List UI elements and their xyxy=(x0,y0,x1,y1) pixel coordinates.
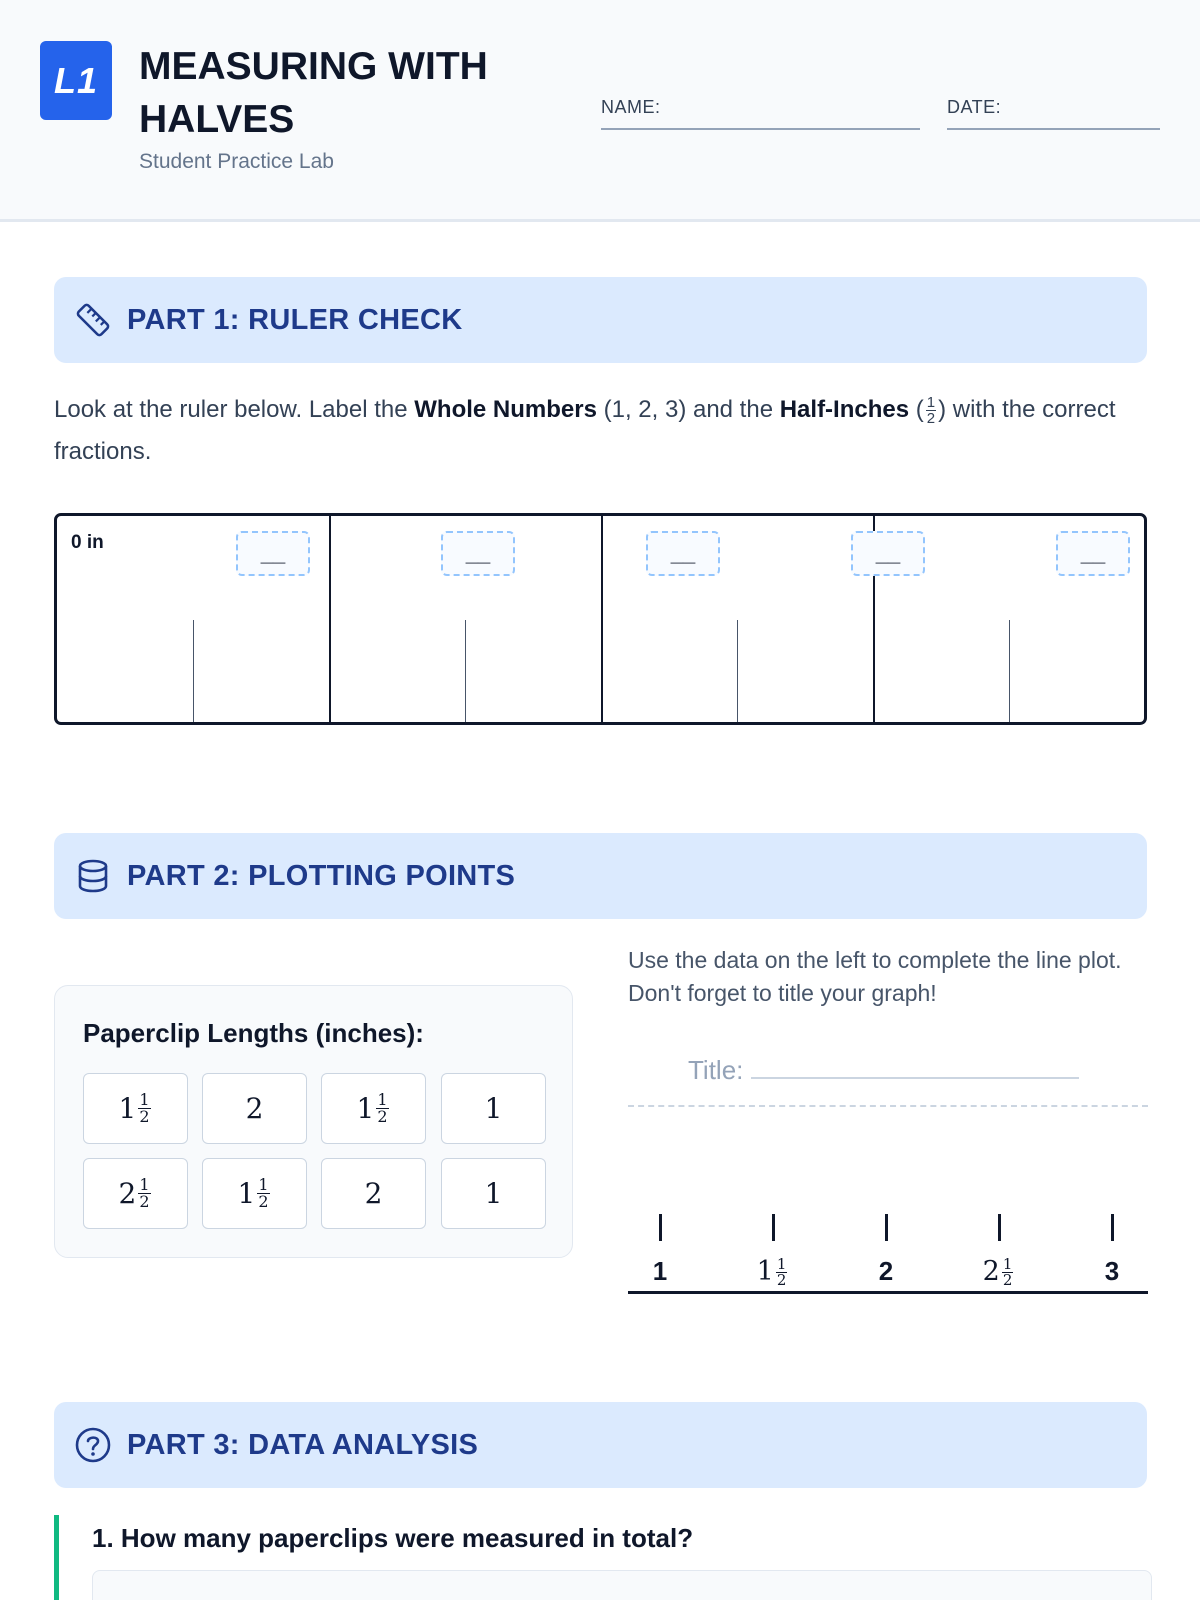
question-1 xyxy=(54,1515,1147,1600)
axis-tick xyxy=(998,1214,1001,1241)
ruler-icon xyxy=(74,301,112,339)
plot-divider xyxy=(628,1105,1148,1107)
part1-instructions: Look at the ruler below. Label the Whole Numbers (1, 2, 3) and the Half-Inches ( $\frac{1}{2}$ ) with the correct fractions. xyxy=(54,394,1116,465)
name-label: NAME: xyxy=(601,97,661,117)
length-cell: 1 $\frac{1}{2}$ xyxy=(83,1073,188,1144)
axis-point[interactable] xyxy=(846,1214,926,1287)
question-circle-icon xyxy=(74,1426,112,1464)
lesson-logo: L1 xyxy=(40,41,112,120)
question-1-text: 1. How many paperclips were measured in total? xyxy=(92,1523,694,1553)
axis-label: 3 xyxy=(1104,1256,1120,1286)
axis-point[interactable] xyxy=(1072,1214,1152,1287)
data-title: Paperclip Lengths (inches): xyxy=(83,1018,424,1048)
axis-label: 1 $\frac{1}{2}$ xyxy=(756,1255,787,1289)
axis-point[interactable] xyxy=(959,1214,1039,1287)
half-fraction: $\frac{1}{2}$ xyxy=(926,394,936,428)
axis-label: 2 $\frac{1}{2}$ xyxy=(982,1255,1013,1289)
length-cell: 1 $\frac{1}{2}$ xyxy=(321,1073,426,1144)
ruler-label-box[interactable]: __ xyxy=(1056,531,1130,576)
half-inch-mark xyxy=(1009,620,1010,722)
ruler-label-box[interactable]: __ xyxy=(851,531,925,576)
length-cell: 2 $\frac{1}{2}$ xyxy=(83,1158,188,1229)
part3-header xyxy=(54,1402,1147,1488)
ruler-label-box[interactable]: __ xyxy=(441,531,515,576)
plot-title-blank[interactable] xyxy=(751,1057,1079,1079)
date-label: DATE: xyxy=(947,97,1002,117)
ruler-label-box[interactable]: __ xyxy=(646,531,720,576)
plot-title-field[interactable] xyxy=(688,1055,1079,1086)
inch-mark xyxy=(329,516,331,722)
axis-tick xyxy=(1111,1214,1114,1241)
half-inch-mark xyxy=(193,620,194,722)
axis-label: 1 xyxy=(652,1256,668,1286)
date-field[interactable] xyxy=(947,128,1160,130)
axis-tick xyxy=(772,1214,775,1241)
part2-title: PART 2: PLOTTING POINTS xyxy=(127,860,516,892)
ruler-zero-label: 0 in xyxy=(71,532,104,553)
length-cell: 2 xyxy=(202,1073,307,1144)
length-cell: 1 xyxy=(441,1158,546,1229)
line-plot-axis xyxy=(628,1291,1148,1294)
axis-tick xyxy=(885,1214,888,1241)
axis-point[interactable] xyxy=(620,1214,700,1287)
length-cell: 1 $\frac{1}{2}$ xyxy=(202,1158,307,1229)
ruler-diagram xyxy=(54,513,1147,725)
page-subtitle: Student Practice Lab xyxy=(139,150,334,173)
part2-header xyxy=(54,833,1147,919)
plot-instructions: Use the data on the left to complete the line plot. Don't forget to title your graph! xyxy=(628,947,1122,1006)
axis-point[interactable] xyxy=(733,1214,813,1287)
page-title: MEASURING WITH HALVES xyxy=(139,45,488,141)
part1-header xyxy=(54,277,1147,363)
database-icon xyxy=(74,857,112,895)
data-card xyxy=(54,985,573,1258)
half-inch-mark xyxy=(737,620,738,722)
half-inch-mark xyxy=(465,620,466,722)
length-cell: 2 xyxy=(321,1158,426,1229)
name-field[interactable] xyxy=(601,128,920,130)
ruler-label-box[interactable]: __ xyxy=(236,531,310,576)
question-1-answer-box[interactable] xyxy=(92,1570,1152,1600)
part3-title: PART 3: DATA ANALYSIS xyxy=(127,1429,479,1461)
axis-tick xyxy=(659,1214,662,1241)
length-cell: 1 xyxy=(441,1073,546,1144)
part1-title: PART 1: RULER CHECK xyxy=(127,304,463,336)
axis-label: 2 xyxy=(878,1256,894,1286)
worksheet-header xyxy=(0,0,1200,222)
plot-title-label: Title: xyxy=(688,1055,744,1085)
inch-mark xyxy=(601,516,603,722)
